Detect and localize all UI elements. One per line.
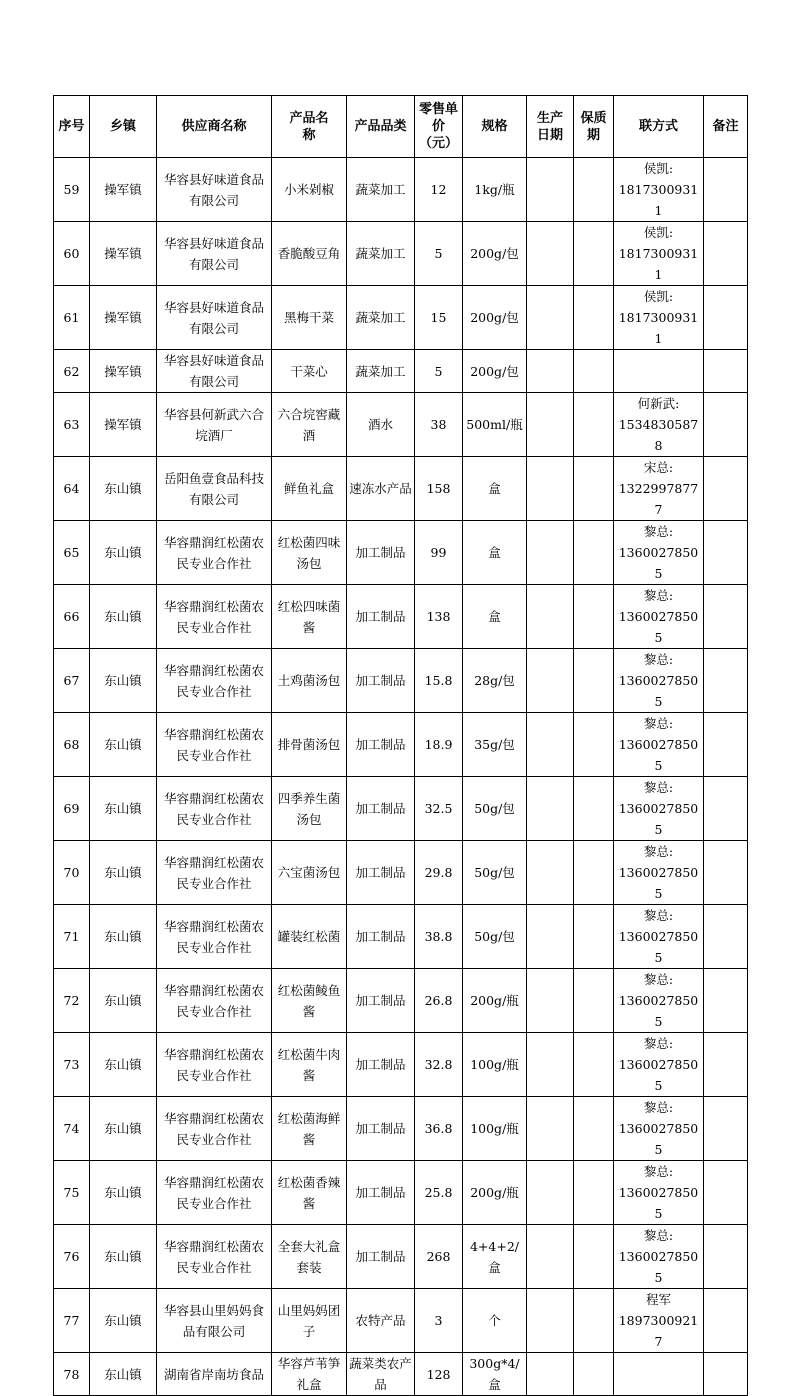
contact-phone: 13600278505: [618, 865, 699, 901]
production-date-cell: [527, 1097, 574, 1161]
contact-phone: 13600278505: [618, 545, 699, 581]
production-date-cell: [527, 713, 574, 777]
remark-cell: [704, 286, 748, 350]
contact-cell: [614, 1225, 704, 1289]
contact-cell: [614, 905, 704, 969]
remark-cell: [704, 457, 748, 521]
remark-cell: [704, 1161, 748, 1225]
contact-name: 程军: [645, 1292, 671, 1307]
price-cell: 12: [415, 158, 463, 222]
contact-phone: 13600278505: [618, 993, 699, 1029]
shelf-life-cell: [574, 1097, 614, 1161]
remark-cell: [704, 521, 748, 585]
contact-name: 黎总:: [643, 716, 674, 731]
production-date-cell: [527, 457, 574, 521]
supplier-cell: 华容县好味道食品有限公司: [157, 222, 272, 286]
product-cell: 红松菌香辣酱: [272, 1161, 347, 1225]
shelf-life-cell: [574, 1289, 614, 1353]
contact-name: 侯凯:: [643, 161, 674, 176]
shelf-life-cell: [574, 585, 614, 649]
product-cell: 六合垸窖藏酒: [272, 393, 347, 457]
price-cell: 29.8: [415, 841, 463, 905]
contact-cell: [614, 158, 704, 222]
spec-cell: 100g/瓶: [463, 1033, 527, 1097]
contact-cell: [614, 350, 704, 393]
price-cell: 36.8: [415, 1097, 463, 1161]
contact-cell: [614, 969, 704, 1033]
table-row: [54, 1225, 748, 1289]
shelf-life-cell: [574, 158, 614, 222]
table-row: [54, 969, 748, 1033]
contact-name: 黎总:: [643, 780, 674, 795]
spec-cell: 盒: [463, 585, 527, 649]
contact-phone: 18173009311: [618, 310, 699, 346]
contact-name: 黎总:: [643, 524, 674, 539]
supplier-cell: 华容县何新武六合垸酒厂: [157, 393, 272, 457]
spec-cell: 盒: [463, 457, 527, 521]
remark-cell: [704, 158, 748, 222]
contact-name: 黎总:: [643, 1100, 674, 1115]
production-date-cell: [527, 841, 574, 905]
shelf-life-cell: [574, 905, 614, 969]
supplier-cell: 华容鼎润红松菌农民专业合作社: [157, 841, 272, 905]
production-date-cell: [527, 905, 574, 969]
row-no: 78: [54, 1353, 90, 1396]
contact-phone: 18173009311: [618, 182, 699, 218]
contact-cell: [614, 286, 704, 350]
table-row: [54, 457, 748, 521]
remark-cell: [704, 393, 748, 457]
price-cell: 138: [415, 585, 463, 649]
supplier-cell: 华容鼎润红松菌农民专业合作社: [157, 649, 272, 713]
production-date-cell: [527, 286, 574, 350]
product-cell: 红松四味菌酱: [272, 585, 347, 649]
contact-phone: 18973009217: [618, 1313, 699, 1349]
town-cell: 东山镇: [90, 969, 157, 1033]
supplier-cell: 华容鼎润红松菌农民专业合作社: [157, 1161, 272, 1225]
town-cell: 操军镇: [90, 350, 157, 393]
production-date-cell: [527, 1353, 574, 1396]
remark-cell: [704, 585, 748, 649]
product-cell: 红松菌牛肉酱: [272, 1033, 347, 1097]
contact-name: 何新武:: [637, 396, 680, 411]
category-cell: 加工制品: [347, 1033, 415, 1097]
contact-phone: 13600278505: [618, 1121, 699, 1157]
town-cell: 东山镇: [90, 713, 157, 777]
remark-cell: [704, 969, 748, 1033]
contact-name: 黎总:: [643, 972, 674, 987]
row-no: 76: [54, 1225, 90, 1289]
row-no: 59: [54, 158, 90, 222]
production-date-cell: [527, 969, 574, 1033]
production-date-cell: [527, 777, 574, 841]
shelf-life-cell: [574, 222, 614, 286]
table-row: [54, 222, 748, 286]
category-cell: 加工制品: [347, 585, 415, 649]
production-date-cell: [527, 1289, 574, 1353]
contact-cell: [614, 393, 704, 457]
contact-name: 黎总:: [643, 844, 674, 859]
table-row: [54, 777, 748, 841]
contact-cell: [614, 777, 704, 841]
remark-cell: [704, 1353, 748, 1396]
spec-cell: 50g/包: [463, 777, 527, 841]
contact-cell: [614, 222, 704, 286]
remark-cell: [704, 841, 748, 905]
product-cell: 香脆酸豆角: [272, 222, 347, 286]
category-cell: 加工制品: [347, 905, 415, 969]
category-cell: 速冻水产品: [347, 457, 415, 521]
remark-cell: [704, 713, 748, 777]
row-no: 66: [54, 585, 90, 649]
contact-cell: [614, 521, 704, 585]
table-row: [54, 158, 748, 222]
category-cell: 加工制品: [347, 1097, 415, 1161]
contact-phone: 13600278505: [618, 929, 699, 965]
row-no: 69: [54, 777, 90, 841]
product-cell: 黑梅干菜: [272, 286, 347, 350]
product-cell: 华容芦苇笋礼盒: [272, 1353, 347, 1396]
spec-cell: 1kg/瓶: [463, 158, 527, 222]
contact-cell: [614, 841, 704, 905]
contact-phone: 13600278505: [618, 1057, 699, 1093]
price-cell: 128: [415, 1353, 463, 1396]
town-cell: 东山镇: [90, 905, 157, 969]
town-cell: 操军镇: [90, 158, 157, 222]
shelf-life-cell: [574, 286, 614, 350]
supplier-cell: 华容鼎润红松菌农民专业合作社: [157, 969, 272, 1033]
town-cell: 东山镇: [90, 1161, 157, 1225]
product-cell: 土鸡菌汤包: [272, 649, 347, 713]
town-cell: 东山镇: [90, 521, 157, 585]
contact-phone: 13600278505: [618, 673, 699, 709]
header-no: 序号: [54, 96, 90, 158]
remark-cell: [704, 649, 748, 713]
supplier-cell: 华容鼎润红松菌农民专业合作社: [157, 1097, 272, 1161]
category-cell: 加工制品: [347, 969, 415, 1033]
remark-cell: [704, 777, 748, 841]
town-cell: 操军镇: [90, 393, 157, 457]
price-cell: 38.8: [415, 905, 463, 969]
production-date-cell: [527, 585, 574, 649]
product-cell: 红松菌海鲜酱: [272, 1097, 347, 1161]
row-no: 64: [54, 457, 90, 521]
production-date-cell: [527, 158, 574, 222]
product-cell: 山里妈妈团子: [272, 1289, 347, 1353]
product-cell: 鲜鱼礼盒: [272, 457, 347, 521]
category-cell: 加工制品: [347, 1161, 415, 1225]
supplier-cell: 华容鼎润红松菌农民专业合作社: [157, 1033, 272, 1097]
product-cell: 罐装红松菌: [272, 905, 347, 969]
town-cell: 东山镇: [90, 1225, 157, 1289]
supplier-cell: 华容县好味道食品有限公司: [157, 158, 272, 222]
contact-name: 黎总:: [643, 652, 674, 667]
contact-phone: 15348305878: [618, 417, 699, 453]
spec-cell: 4+4+2/盒: [463, 1225, 527, 1289]
row-no: 68: [54, 713, 90, 777]
category-cell: 蔬菜加工: [347, 158, 415, 222]
shelf-life-cell: [574, 841, 614, 905]
shelf-life-cell: [574, 350, 614, 393]
category-cell: 加工制品: [347, 841, 415, 905]
supplier-cell: 湖南省岸南坊食品: [157, 1353, 272, 1396]
table-row: [54, 1353, 748, 1396]
shelf-life-cell: [574, 1033, 614, 1097]
town-cell: 东山镇: [90, 1289, 157, 1353]
price-cell: 158: [415, 457, 463, 521]
contact-name: 宋总:: [643, 460, 674, 475]
header-remark: 备注: [704, 96, 748, 158]
contact-phone: 13600278505: [618, 1185, 699, 1221]
table-row: [54, 350, 748, 393]
header-town: 乡镇: [90, 96, 157, 158]
supplier-cell: 华容鼎润红松菌农民专业合作社: [157, 521, 272, 585]
remark-cell: [704, 1289, 748, 1353]
header-product: 产品名称: [272, 96, 347, 158]
row-no: 71: [54, 905, 90, 969]
header-price: 零售单价（元）: [415, 96, 463, 158]
contact-cell: [614, 1161, 704, 1225]
row-no: 67: [54, 649, 90, 713]
remark-cell: [704, 905, 748, 969]
table-row: [54, 1289, 748, 1353]
supplier-cell: 华容鼎润红松菌农民专业合作社: [157, 777, 272, 841]
product-table: [53, 95, 748, 1396]
table-row: [54, 649, 748, 713]
product-cell: 四季养生菌汤包: [272, 777, 347, 841]
header-shelf-life: 保质期: [574, 96, 614, 158]
row-no: 63: [54, 393, 90, 457]
table-row: [54, 1033, 748, 1097]
supplier-cell: 华容县山里妈妈食品有限公司: [157, 1289, 272, 1353]
price-cell: 5: [415, 222, 463, 286]
shelf-life-cell: [574, 777, 614, 841]
contact-cell: [614, 585, 704, 649]
supplier-cell: 华容鼎润红松菌农民专业合作社: [157, 1225, 272, 1289]
production-date-cell: [527, 350, 574, 393]
category-cell: 加工制品: [347, 1225, 415, 1289]
table-row: [54, 1097, 748, 1161]
contact-cell: [614, 649, 704, 713]
contact-phone: 13229978777: [618, 481, 699, 517]
category-cell: 蔬菜加工: [347, 350, 415, 393]
production-date-cell: [527, 649, 574, 713]
town-cell: 操军镇: [90, 286, 157, 350]
spec-cell: 50g/包: [463, 905, 527, 969]
product-cell: 小米剁椒: [272, 158, 347, 222]
spec-cell: 个: [463, 1289, 527, 1353]
contact-cell: [614, 1033, 704, 1097]
header-contact: 联方式: [614, 96, 704, 158]
town-cell: 操军镇: [90, 222, 157, 286]
row-no: 65: [54, 521, 90, 585]
spec-cell: 200g/包: [463, 222, 527, 286]
category-cell: 加工制品: [347, 777, 415, 841]
category-cell: 蔬菜加工: [347, 222, 415, 286]
remark-cell: [704, 222, 748, 286]
price-cell: 15: [415, 286, 463, 350]
spec-cell: 200g/包: [463, 350, 527, 393]
category-cell: 农特产品: [347, 1289, 415, 1353]
category-cell: 加工制品: [347, 649, 415, 713]
table-row: [54, 1161, 748, 1225]
contact-cell: [614, 1353, 704, 1396]
town-cell: 东山镇: [90, 457, 157, 521]
price-cell: 5: [415, 350, 463, 393]
price-cell: 32.5: [415, 777, 463, 841]
table-row: [54, 393, 748, 457]
shelf-life-cell: [574, 393, 614, 457]
price-cell: 3: [415, 1289, 463, 1353]
category-cell: 酒水: [347, 393, 415, 457]
product-cell: 排骨菌汤包: [272, 713, 347, 777]
spec-cell: 300g*4/盒: [463, 1353, 527, 1396]
contact-cell: [614, 1097, 704, 1161]
row-no: 75: [54, 1161, 90, 1225]
product-cell: 全套大礼盒套装: [272, 1225, 347, 1289]
town-cell: 东山镇: [90, 1033, 157, 1097]
remark-cell: [704, 350, 748, 393]
product-cell: 红松菌四味汤包: [272, 521, 347, 585]
category-cell: 蔬菜加工: [347, 286, 415, 350]
price-cell: 32.8: [415, 1033, 463, 1097]
header-row: [54, 96, 748, 158]
shelf-life-cell: [574, 713, 614, 777]
remark-cell: [704, 1033, 748, 1097]
contact-phone: 13600278505: [618, 737, 699, 773]
row-no: 61: [54, 286, 90, 350]
supplier-cell: 岳阳鱼壹食品科技有限公司: [157, 457, 272, 521]
contact-name: 侯凯:: [643, 225, 674, 240]
town-cell: 东山镇: [90, 841, 157, 905]
contact-phone: 13600278505: [618, 801, 699, 837]
town-cell: 东山镇: [90, 1353, 157, 1396]
contact-phone: 13600278505: [618, 609, 699, 645]
spec-cell: 500ml/瓶: [463, 393, 527, 457]
contact-cell: [614, 1289, 704, 1353]
row-no: 77: [54, 1289, 90, 1353]
contact-cell: [614, 713, 704, 777]
spec-cell: 35g/包: [463, 713, 527, 777]
production-date-cell: [527, 393, 574, 457]
product-cell: 干菜心: [272, 350, 347, 393]
table-row: [54, 585, 748, 649]
production-date-cell: [527, 1033, 574, 1097]
spec-cell: 28g/包: [463, 649, 527, 713]
town-cell: 东山镇: [90, 649, 157, 713]
supplier-cell: 华容县好味道食品有限公司: [157, 286, 272, 350]
row-no: 73: [54, 1033, 90, 1097]
price-cell: 25.8: [415, 1161, 463, 1225]
table-row: [54, 521, 748, 585]
shelf-life-cell: [574, 649, 614, 713]
remark-cell: [704, 1097, 748, 1161]
category-cell: 加工制品: [347, 713, 415, 777]
row-no: 70: [54, 841, 90, 905]
shelf-life-cell: [574, 1353, 614, 1396]
contact-phone: 18173009311: [618, 246, 699, 282]
spec-cell: 盒: [463, 521, 527, 585]
contact-cell: [614, 457, 704, 521]
price-cell: 15.8: [415, 649, 463, 713]
category-cell: 蔬菜类农产品: [347, 1353, 415, 1396]
production-date-cell: [527, 1161, 574, 1225]
production-date-cell: [527, 1225, 574, 1289]
header-production-date: 生产日期: [527, 96, 574, 158]
shelf-life-cell: [574, 1161, 614, 1225]
spec-cell: 50g/包: [463, 841, 527, 905]
row-no: 72: [54, 969, 90, 1033]
remark-cell: [704, 1225, 748, 1289]
table-row: [54, 713, 748, 777]
category-cell: 加工制品: [347, 521, 415, 585]
price-cell: 99: [415, 521, 463, 585]
town-cell: 东山镇: [90, 585, 157, 649]
table-row: [54, 905, 748, 969]
row-no: 62: [54, 350, 90, 393]
row-no: 74: [54, 1097, 90, 1161]
spec-cell: 200g/瓶: [463, 969, 527, 1033]
contact-name: 黎总:: [643, 908, 674, 923]
production-date-cell: [527, 521, 574, 585]
shelf-life-cell: [574, 521, 614, 585]
contact-name: 侯凯:: [643, 289, 674, 304]
shelf-life-cell: [574, 457, 614, 521]
supplier-cell: 华容鼎润红松菌农民专业合作社: [157, 713, 272, 777]
product-cell: 红松菌鲮鱼酱: [272, 969, 347, 1033]
supplier-cell: 华容鼎润红松菌农民专业合作社: [157, 905, 272, 969]
spec-cell: 200g/包: [463, 286, 527, 350]
price-cell: 18.9: [415, 713, 463, 777]
row-no: 60: [54, 222, 90, 286]
shelf-life-cell: [574, 1225, 614, 1289]
table-row: [54, 286, 748, 350]
contact-name: 黎总:: [643, 1164, 674, 1179]
product-cell: 六宝菌汤包: [272, 841, 347, 905]
header-spec: 规格: [463, 96, 527, 158]
price-cell: 26.8: [415, 969, 463, 1033]
contact-name: 黎总:: [643, 1228, 674, 1243]
contact-name: 黎总:: [643, 588, 674, 603]
table-row: [54, 841, 748, 905]
supplier-cell: 华容县好味道食品有限公司: [157, 350, 272, 393]
spec-cell: 100g/瓶: [463, 1097, 527, 1161]
price-cell: 38: [415, 393, 463, 457]
supplier-cell: 华容鼎润红松菌农民专业合作社: [157, 585, 272, 649]
spec-cell: 200g/瓶: [463, 1161, 527, 1225]
production-date-cell: [527, 222, 574, 286]
contact-phone: 13600278505: [618, 1249, 699, 1285]
contact-name: 黎总:: [643, 1036, 674, 1051]
price-cell: 268: [415, 1225, 463, 1289]
town-cell: 东山镇: [90, 777, 157, 841]
header-category: 产品品类: [347, 96, 415, 158]
town-cell: 东山镇: [90, 1097, 157, 1161]
shelf-life-cell: [574, 969, 614, 1033]
header-supplier: 供应商名称: [157, 96, 272, 158]
